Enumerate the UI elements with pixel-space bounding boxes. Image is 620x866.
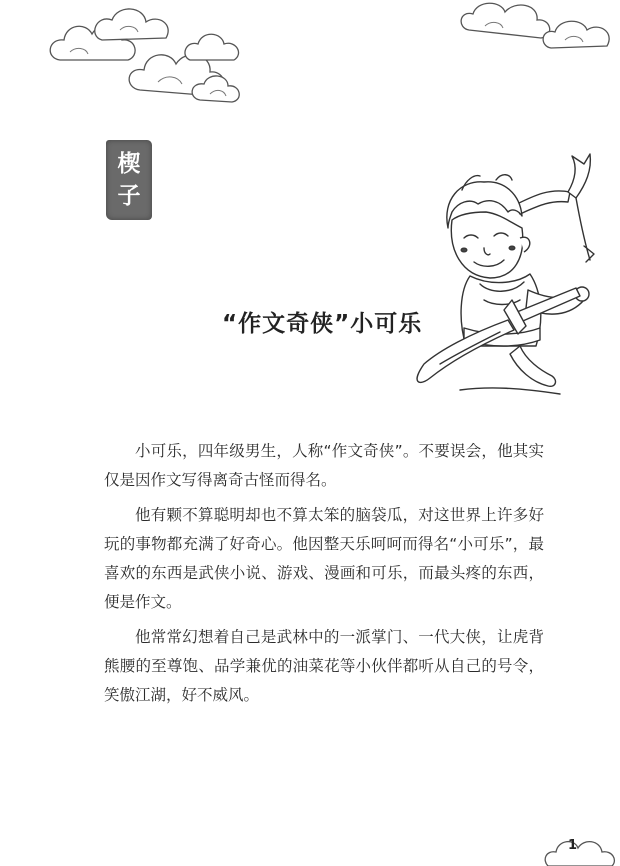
cloud-decoration-left — [40, 0, 290, 110]
paragraph: 他常常幻想着自己是武林中的一派掌门、一代大侠，让虎背熊腰的至尊饱、品学兼优的油菜花等小伙伴都听从自己的号令，笑傲江湖，好不威风。 — [104, 628, 544, 704]
page-number: 1 — [568, 838, 578, 853]
paragraph: 他有颗不算聪明却也不算太笨的脑袋瓜，对这世界上许多好玩的事物都充满了好奇心。他因整天乐呵呵而得名“小可乐”，最喜欢的东西是武侠小说、游戏、漫画和可乐，而最头疼的东西，便是作文。 — [104, 506, 544, 611]
chapter-title: “作文奇侠”小可乐 — [222, 311, 423, 337]
cloud-decoration-right — [455, 0, 620, 60]
paragraph: 小可乐，四年级男生，人称“作文奇侠”。不要误会，他其实仅是因作文写得离奇古怪而得名。 — [104, 442, 544, 489]
page-number-cloud-icon — [540, 826, 620, 866]
chapter-badge-char-1: 楔 — [117, 151, 141, 177]
chapter-badge-char-2: 子 — [117, 183, 141, 209]
boy-swordsman-icon — [400, 150, 600, 395]
body-text — [104, 437, 544, 716]
chapter-badge — [106, 140, 152, 220]
